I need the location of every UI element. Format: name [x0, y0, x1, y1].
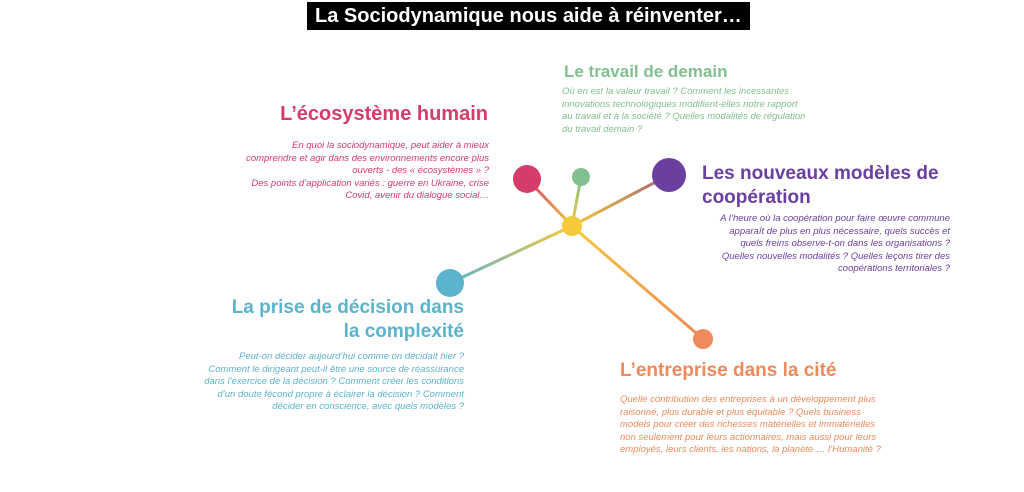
node-decision	[436, 269, 464, 297]
node-cooperation	[652, 158, 686, 192]
heading-ecosysteme: L’écosystème humain	[280, 103, 488, 125]
heading-travail: Le travail de demain	[564, 62, 728, 81]
desc-entreprise: Quelle contribution des entreprises à un développement plus raisonné, plus durable et plus équitable ? Quels business models pour créer des richesses matérielles et immatérielles non seulement pour leurs actionnaires, mais aussi pour leurs employés, leurs clients, les nations, la planète … l’Humanité ?	[620, 394, 881, 456]
heading-decision-line1: La prise de décision dans	[231, 297, 464, 318]
node-travail	[572, 168, 590, 186]
desc-ecosysteme: En quoi la sociodynamique, peut aider à mieux comprendre et agir dans des environnements encore plus ouverts - des « écosystèmes » ? Des points d’application variés : guerre en Ukraine, crise Covid, avenir du dialogue social…	[246, 140, 489, 202]
heading-cooperation-line2: coopération	[702, 187, 811, 208]
heading-decision	[232, 296, 464, 344]
heading-decision-line2: la complexité	[343, 321, 464, 342]
connector-decision	[450, 226, 572, 283]
connector-entreprise	[572, 226, 703, 339]
desc-decision: Peut-on décider aujourd’hui comme on décidait hier ? Comment le dirigeant peut-il être une source de réassurance dans l’exercice de la décision ? Comment créer les conditions d’un doute fécond propre à éclairer la décision ? Comment décider en conscience, avec quels modèles ?	[204, 351, 464, 413]
heading-cooperation-line1: Les nouveaux modèles de	[702, 163, 939, 184]
node-ecosysteme	[513, 165, 541, 193]
node-hub	[562, 216, 582, 236]
page-title: La Sociodynamique nous aide à réinventer…	[307, 2, 750, 30]
node-entreprise	[693, 329, 713, 349]
heading-cooperation	[702, 162, 939, 210]
desc-travail: Où en est la valeur travail ? Comment les incessantes innovations technologiques modifient-elles notre rapport au travail et à la société ? Quelles modalités de régulation du travail demain ?	[562, 86, 806, 135]
desc-cooperation: A l’heure où la coopération pour faire œuvre commune apparaît de plus en plus nécessaire, quels succès et quels freins observe-t-on dans les organisations ? Quelles nouvelles modalités ? Quelles leçons tirer des coopérations territoriales ?	[720, 213, 950, 275]
heading-entreprise: L’entreprise dans la cité	[620, 360, 837, 381]
